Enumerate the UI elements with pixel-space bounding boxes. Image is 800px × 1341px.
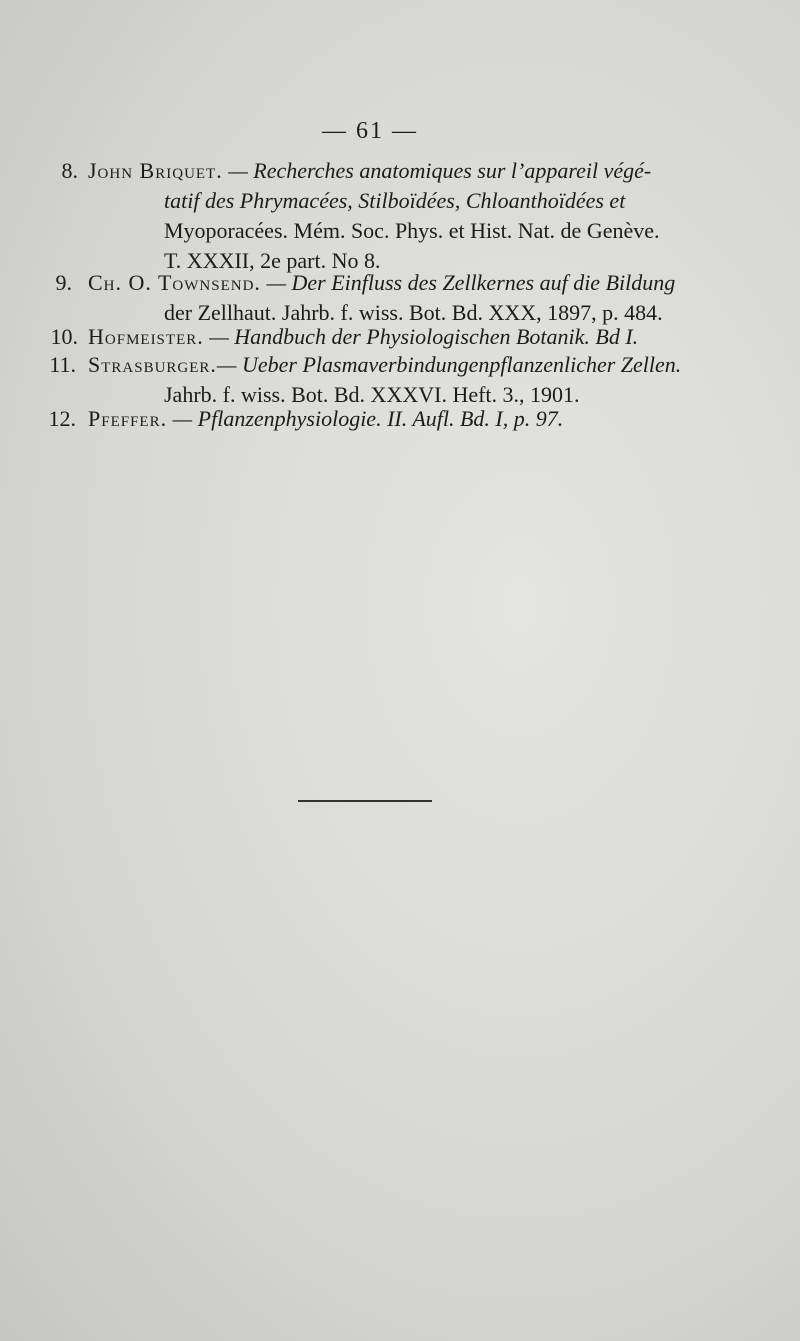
reference-text: — Ueber Plasmaverbindungenpflanzenlicher Zellen.: [216, 352, 682, 377]
reference-author: Hofmeister.: [88, 324, 204, 349]
reference-number: 8.: [61, 158, 78, 183]
reference-author: John Briquet.: [88, 158, 223, 183]
reference-number: 12.: [48, 406, 76, 431]
reference-text: der Zellhaut. Jahrb. f. wiss. Bot. Bd. XXX, 1897, p. 484.: [164, 300, 663, 325]
reference-text: — Handbuch der Physiologischen Botanik. Bd I.: [209, 324, 639, 349]
reference-text: Myoporacées. Mém. Soc. Phys. et Hist. Nat. de Genève.: [164, 218, 660, 243]
reference-line: [88, 322, 688, 352]
reference-author: Ch. O. Townsend.: [88, 270, 261, 295]
reference-text: T. XXXII, 2e part. No 8.: [164, 248, 381, 273]
reference-line: [88, 404, 688, 434]
reference-author: Pfeffer.: [88, 406, 168, 431]
page-number: — 61 —: [322, 118, 418, 144]
reference-text: — Der Einfluss des Zellkernes auf die Bildung: [266, 270, 676, 295]
reference-number: 11.: [49, 352, 76, 377]
reference-number: 10.: [50, 324, 78, 349]
reference-line: [88, 156, 688, 186]
horizontal-rule: [298, 800, 432, 802]
reference-text: tatif des Phrymacées, Stilboïdées, Chloanthoïdées et: [164, 188, 626, 213]
reference-line: [88, 350, 688, 380]
reference-text: — Recherches anatomiques sur l’appareil végé-: [228, 158, 652, 183]
reference-text: Jahrb. f. wiss. Bot. Bd. XXXVI. Heft. 3., 1901.: [164, 382, 580, 407]
reference-number: 9.: [55, 270, 72, 295]
reference-author: Strasburger.: [88, 352, 217, 377]
reference-line: [88, 268, 688, 298]
reference-text: — Pflanzenphysiologie. II. Aufl. Bd. I, p. 97.: [172, 406, 564, 431]
